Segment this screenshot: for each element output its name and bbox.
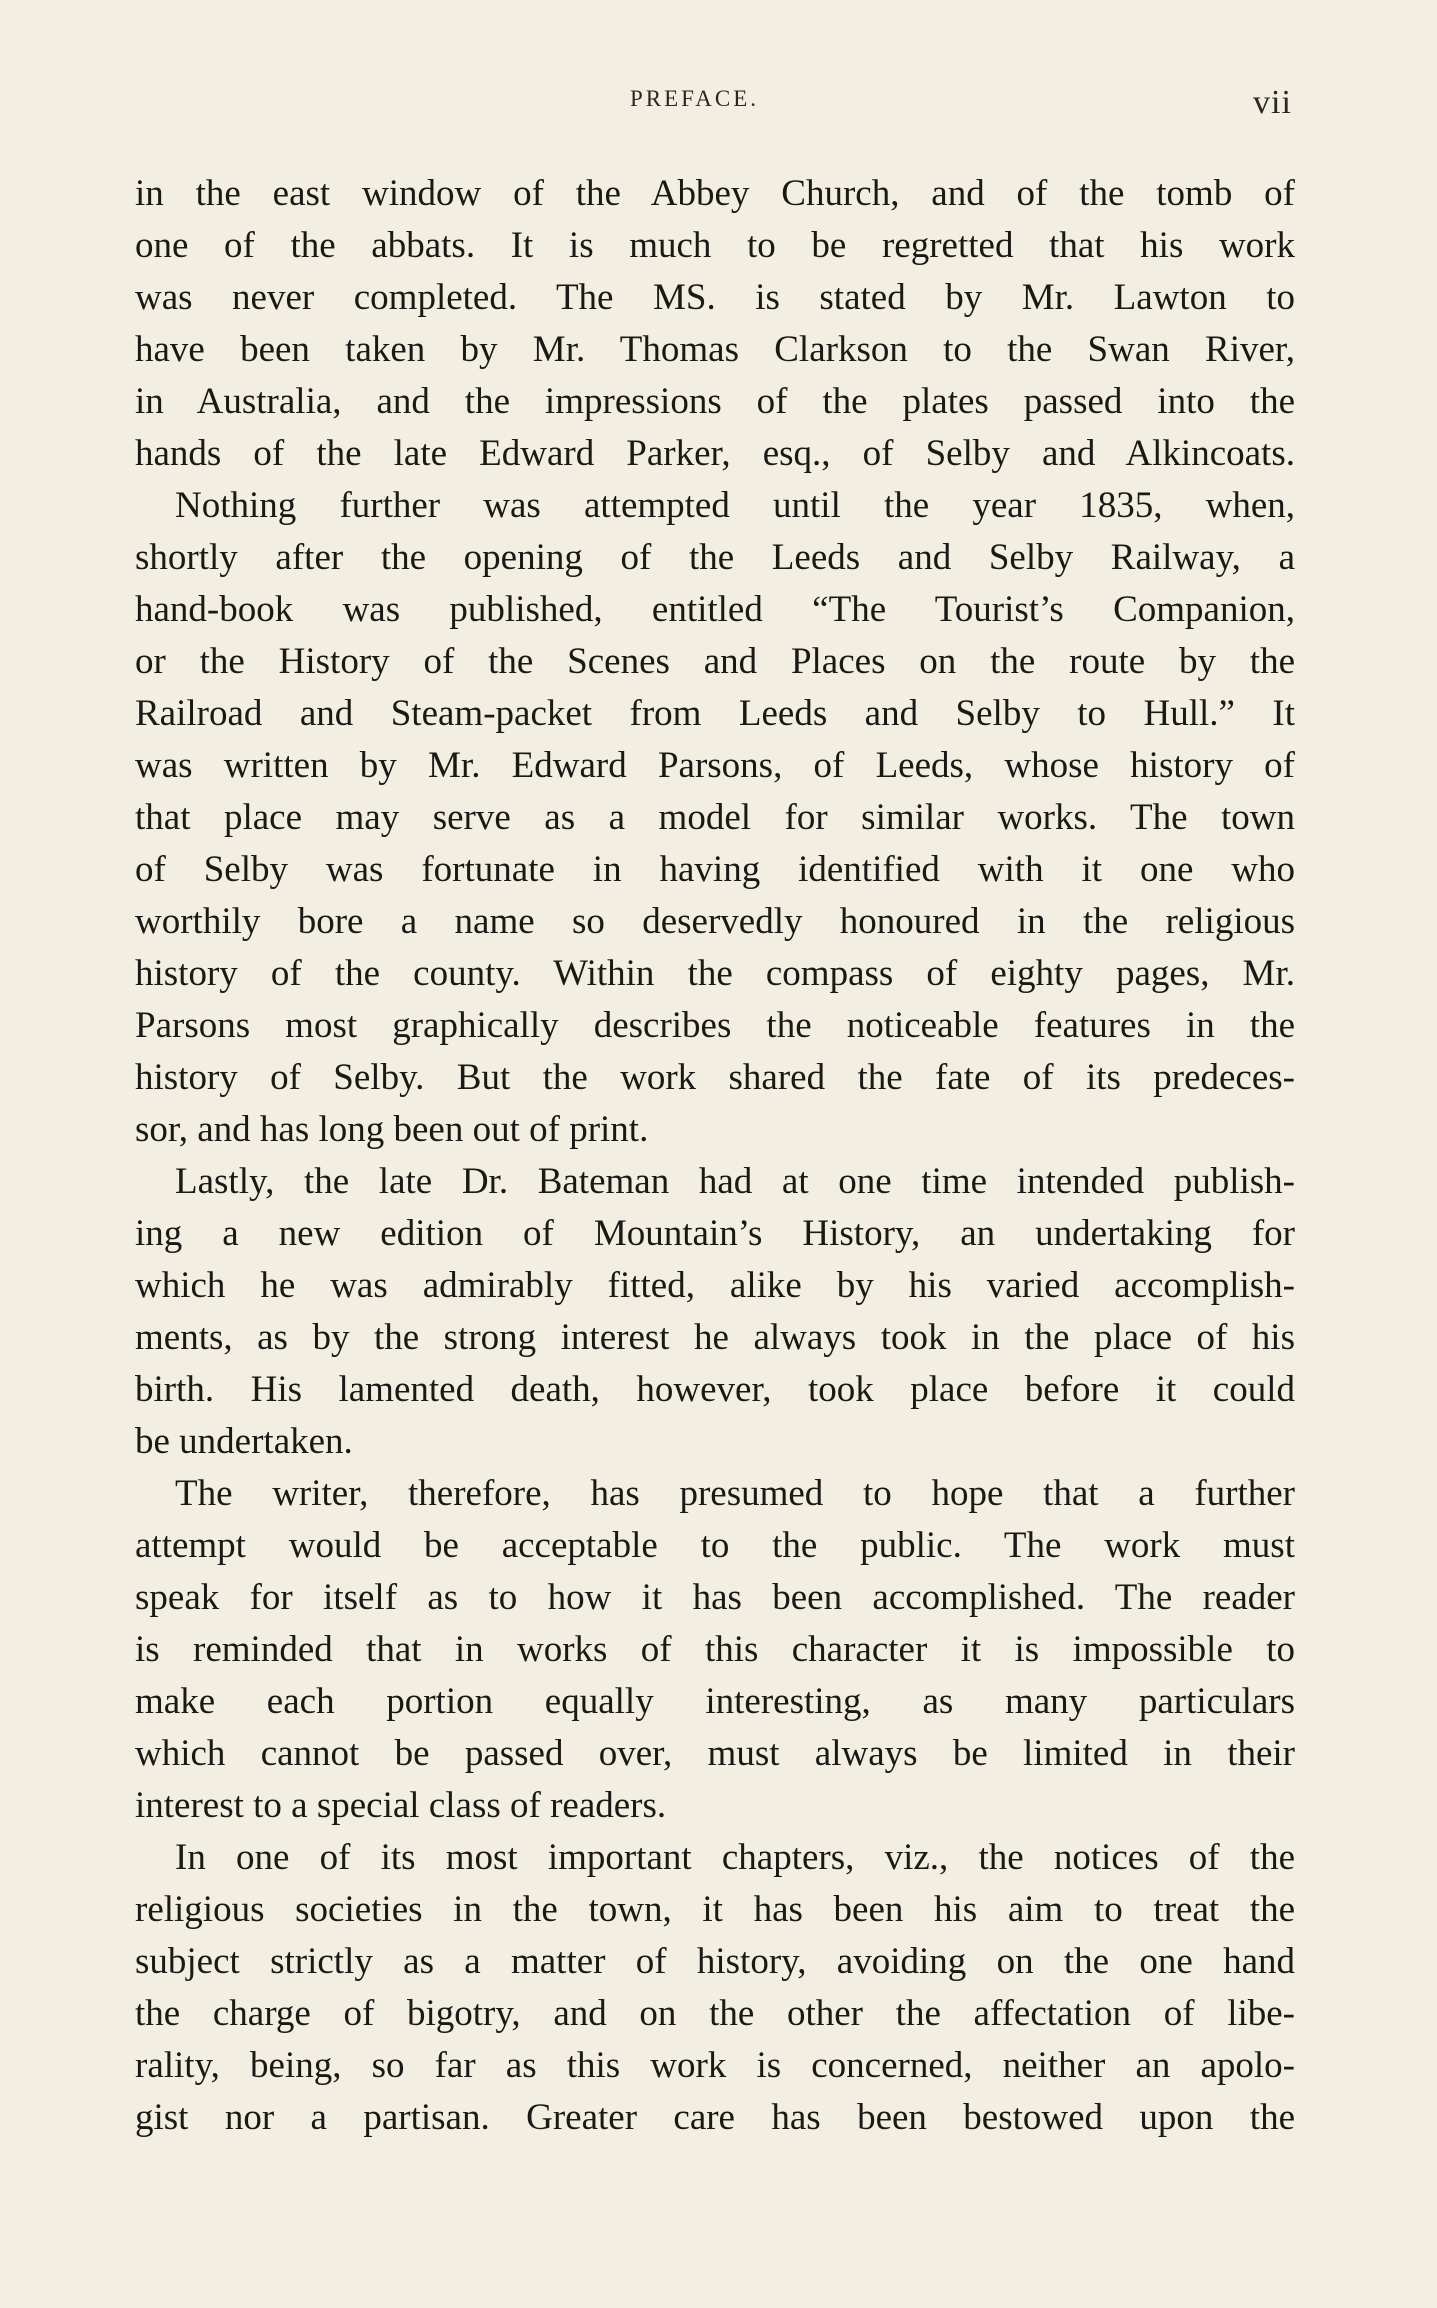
text-line: gist nor a partisan. Greater care has been bestowed upon the	[135, 2097, 1295, 2138]
text-line: which he was admirably fitted, alike by his varied accomplish-	[135, 1265, 1295, 1306]
text-line: sor, and has long been out of print.	[135, 1109, 649, 1150]
text-line: that place may serve as a model for similar works. The town	[135, 797, 1295, 838]
text-line: subject strictly as a matter of history, avoiding on the one hand	[135, 1941, 1295, 1982]
text-line: have been taken by Mr. Thomas Clarkson to the Swan River,	[135, 329, 1295, 370]
text-line: rality, being, so far as this work is concerned, neither an apolo-	[135, 2045, 1295, 2086]
text-line: in Australia, and the impressions of the plates passed into the	[135, 381, 1295, 422]
text-line: is reminded that in works of this character it is impossible to	[135, 1629, 1295, 1670]
text-line: Railroad and Steam-packet from Leeds and Selby to Hull.” It	[135, 693, 1295, 734]
text-line: or the History of the Scenes and Places on the route by the	[135, 641, 1295, 682]
text-line: attempt would be acceptable to the public. The work must	[135, 1525, 1295, 1566]
text-line: one of the abbats. It is much to be regretted that his work	[135, 225, 1295, 266]
text-line: The writer, therefore, has presumed to hope that a further	[175, 1473, 1295, 1514]
text-line: birth. His lamented death, however, took place before it could	[135, 1369, 1295, 1410]
text-line: history of the county. Within the compass of eighty pages, Mr.	[135, 953, 1295, 994]
text-line: which cannot be passed over, must always be limited in their	[135, 1733, 1295, 1774]
text-line: religious societies in the town, it has been his aim to treat the	[135, 1889, 1295, 1930]
text-line: in the east window of the Abbey Church, and of the tomb of	[135, 173, 1295, 214]
text-line: speak for itself as to how it has been accomplished. The reader	[135, 1577, 1295, 1618]
text-line: make each portion equally interesting, as many particulars	[135, 1681, 1295, 1722]
text-line: ments, as by the strong interest he always took in the place of his	[135, 1317, 1295, 1358]
text-line: history of Selby. But the work shared the fate of its predeces-	[135, 1057, 1295, 1098]
text-line: In one of its most important chapters, viz., the notices of the	[175, 1837, 1295, 1878]
page-number: vii	[1253, 84, 1292, 121]
text-line: the charge of bigotry, and on the other the affectation of libe-	[135, 1993, 1295, 2034]
text-line: worthily bore a name so deservedly honoured in the religious	[135, 901, 1295, 942]
text-line: hands of the late Edward Parker, esq., of Selby and Alkincoats.	[135, 433, 1295, 474]
text-line: hand-book was published, entitled “The Tourist’s Companion,	[135, 589, 1295, 630]
text-line: shortly after the opening of the Leeds and Selby Railway, a	[135, 537, 1295, 578]
text-line: was never completed. The MS. is stated by Mr. Lawton to	[135, 277, 1295, 318]
text-line: ing a new edition of Mountain’s History, an undertaking for	[135, 1213, 1295, 1254]
running-header-title: PREFACE.	[630, 86, 760, 111]
text-line: interest to a special class of readers.	[135, 1785, 667, 1826]
text-line: Nothing further was attempted until the year 1835, when,	[175, 485, 1295, 526]
text-line: was written by Mr. Edward Parsons, of Leeds, whose history of	[135, 745, 1295, 786]
text-line: Parsons most graphically describes the noticeable features in the	[135, 1005, 1295, 1046]
text-line: be undertaken.	[135, 1421, 353, 1462]
text-line: Lastly, the late Dr. Bateman had at one time intended publish-	[175, 1161, 1295, 1202]
text-line: of Selby was fortunate in having identified with it one who	[135, 849, 1295, 890]
